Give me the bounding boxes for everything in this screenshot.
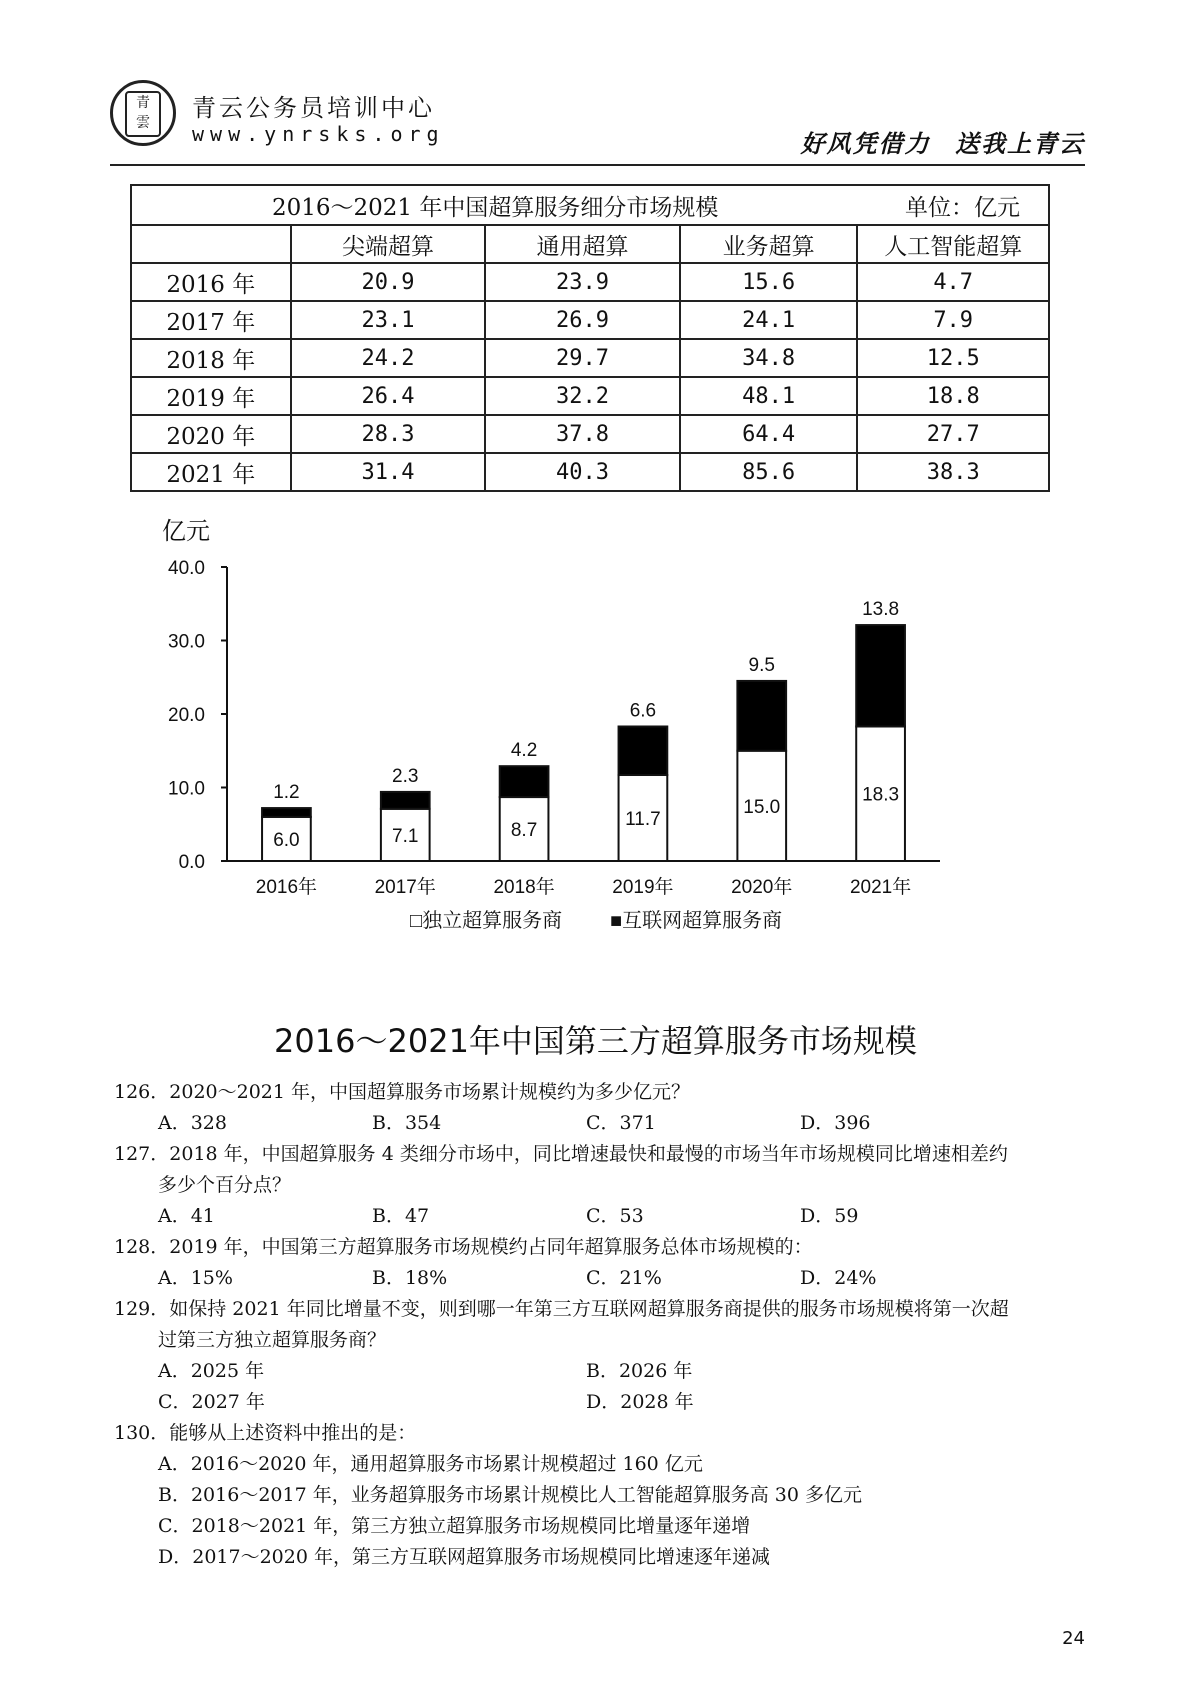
option: B．354 [372,1112,442,1134]
question-129 [114,1294,1089,1418]
data-label-independent: 18.3 [862,784,900,806]
x-tick-label: 2016年 [255,877,318,898]
table-cell: 31.4 [291,453,486,491]
row-year: 2018 年 [131,339,291,377]
data-label-independent: 15.0 [743,796,781,818]
legend-independent: □独立超算服务商 [410,910,563,932]
table-corner-cell [131,225,291,263]
table-cell: 24.2 [291,339,486,377]
y-axis-label: 亿元 [162,518,210,545]
option: A．328 [158,1112,227,1134]
chart-title: 2016～2021年中国第三方超算服务市场规模 [274,1022,917,1060]
seal-text-bottom: 雲 [136,115,150,131]
header-divider [110,164,1085,166]
data-label-internet: 2.3 [392,765,419,787]
option: C．2027 年 [158,1391,265,1413]
table-cell: 29.7 [485,339,680,377]
table-cell: 18.8 [857,377,1049,415]
table-cell: 28.3 [291,415,486,453]
x-tick-label: 2020年 [731,877,793,898]
question-128 [114,1232,1089,1294]
question-text: 129．如保持 2021 年同比增量不变，则到哪一年第三方互联网超算服务商提供的服务市场规模将第一次超 [114,1298,1009,1320]
table-cell: 85.6 [680,453,858,491]
x-tick-label: 2021年 [849,877,912,898]
questions-section [114,1077,1089,1573]
table-cell: 40.3 [485,453,680,491]
question-text-cont: 多少个百分点？ [158,1174,292,1196]
column-header: 人工智能超算 [857,225,1049,263]
question-text: 126．2020～2021 年，中国超算服务市场累计规模约为多少亿元？ [114,1081,691,1103]
table-cell: 23.1 [291,301,486,339]
option: A．41 [158,1205,215,1227]
logo-seal [110,80,176,146]
option: C．2018～2021 年，第三方独立超算服务市场规模同比增量逐年递增 [158,1515,751,1537]
page-header [110,80,1085,166]
option: D．396 [800,1112,871,1134]
x-tick-label: 2017年 [374,877,436,898]
brand-name: 青云公务员培训中心 [192,94,435,122]
question-text-cont: 过第三方独立超算服务商？ [158,1329,387,1351]
table-cell: 26.9 [485,301,680,339]
option: C．53 [586,1205,644,1227]
data-label-internet: 9.5 [748,654,775,676]
table-row [131,377,1049,415]
option: B．2016～2017 年，业务超算服务市场累计规模比人工智能超算服务高 30 多亿元 [158,1484,862,1506]
bar-internet [737,681,786,751]
market-table [130,184,1050,492]
column-header: 通用超算 [485,225,680,263]
question-text: 128．2019 年，中国第三方超算服务市场规模约占同年超算服务总体市场规模的： [114,1236,813,1258]
table-row [131,301,1049,339]
option: A．15% [158,1267,233,1289]
table-cell: 26.4 [291,377,486,415]
row-year: 2017 年 [131,301,291,339]
option-row [114,1201,1089,1232]
data-label-independent: 7.1 [392,825,419,847]
chart-canvas [150,518,1050,985]
table-cell: 24.1 [680,301,858,339]
table-cell: 7.9 [857,301,1049,339]
x-tick-label: 2018年 [493,877,555,898]
option-row [114,1387,1089,1418]
data-label-internet: 4.2 [510,740,538,762]
bar-internet [500,766,549,797]
table-cell: 12.5 [857,339,1049,377]
brand-url: www.ynrsks.org [192,122,445,146]
bar-internet [381,792,430,809]
option: B．2026 年 [586,1360,693,1382]
option-row [114,1356,1089,1387]
option-row [114,1263,1089,1294]
data-label-independent: 8.7 [510,820,538,842]
y-tick-label: 30.0 [168,631,205,653]
data-label-independent: 6.0 [273,829,300,851]
option: D．2017～2020 年，第三方互联网超算服务市场规模同比增速逐年递减 [158,1546,770,1568]
table-cell: 4.7 [857,263,1049,301]
legend-internet: ■互联网超算服务商 [610,910,783,932]
seal-text-top: 青 [136,95,150,111]
data-label-internet: 1.2 [273,782,300,804]
row-year: 2020 年 [131,415,291,453]
table-cell: 23.9 [485,263,680,301]
bar-internet [619,726,668,775]
option: B．18% [372,1267,448,1289]
table-title: 2016～2021 年中国超算服务细分市场规模 [272,194,719,221]
option: A．2025 年 [158,1360,265,1382]
data-label-internet: 13.8 [862,599,900,621]
table-row [131,453,1049,491]
table-row [131,339,1049,377]
option: D．2028 年 [586,1391,694,1413]
option: C．371 [586,1112,656,1134]
option: A．2016～2020 年，通用超算服务市场累计规模超过 160 亿元 [158,1453,703,1475]
table-cell: 20.9 [291,263,486,301]
bar-internet [262,808,311,817]
question-text: 127．2018 年，中国超算服务 4 类细分市场中，同比增速最快和最慢的市场当年市场规模同比增速相差约 [114,1143,1008,1165]
row-year: 2021 年 [131,453,291,491]
table-cell: 37.8 [485,415,680,453]
y-tick-label: 40.0 [168,558,205,579]
option: D．24% [800,1267,877,1289]
table-header-row [131,225,1049,263]
page-number: 24 [1062,1628,1085,1649]
slogan: 好风凭借力 送我上青云 [800,130,1085,158]
x-tick-label: 2019年 [612,877,674,898]
stacked-bar-chart [150,518,1050,985]
table-title-cell [131,185,1049,225]
table-row [131,415,1049,453]
table-row [131,263,1049,301]
question-126 [114,1077,1089,1139]
y-tick-label: 10.0 [168,778,205,800]
table-title-row [131,185,1049,225]
row-year: 2016 年 [131,263,291,301]
question-127 [114,1139,1089,1232]
table-cell: 27.7 [857,415,1049,453]
table-cell: 64.4 [680,415,858,453]
table-cell: 38.3 [857,453,1049,491]
column-header: 业务超算 [680,225,858,263]
option-row [114,1108,1089,1139]
y-tick-label: 20.0 [168,705,205,726]
option: D．59 [800,1205,859,1227]
table-cell: 15.6 [680,263,858,301]
table-cell: 34.8 [680,339,858,377]
y-tick-label: 0.0 [178,852,205,873]
question-text: 130．能够从上述资料中推出的是： [114,1422,417,1444]
column-header: 尖端超算 [291,225,486,263]
bar-internet [856,625,905,726]
question-130 [114,1418,1089,1573]
option: C．21% [586,1267,662,1289]
option: B．47 [372,1205,430,1227]
table-cell: 48.1 [680,377,858,415]
data-label-internet: 6.6 [629,700,657,722]
table-cell: 32.2 [485,377,680,415]
table-unit: 单位：亿元 [905,194,1020,221]
logo-seal-inner [125,91,161,137]
data-label-independent: 11.7 [625,809,661,831]
row-year: 2019 年 [131,377,291,415]
